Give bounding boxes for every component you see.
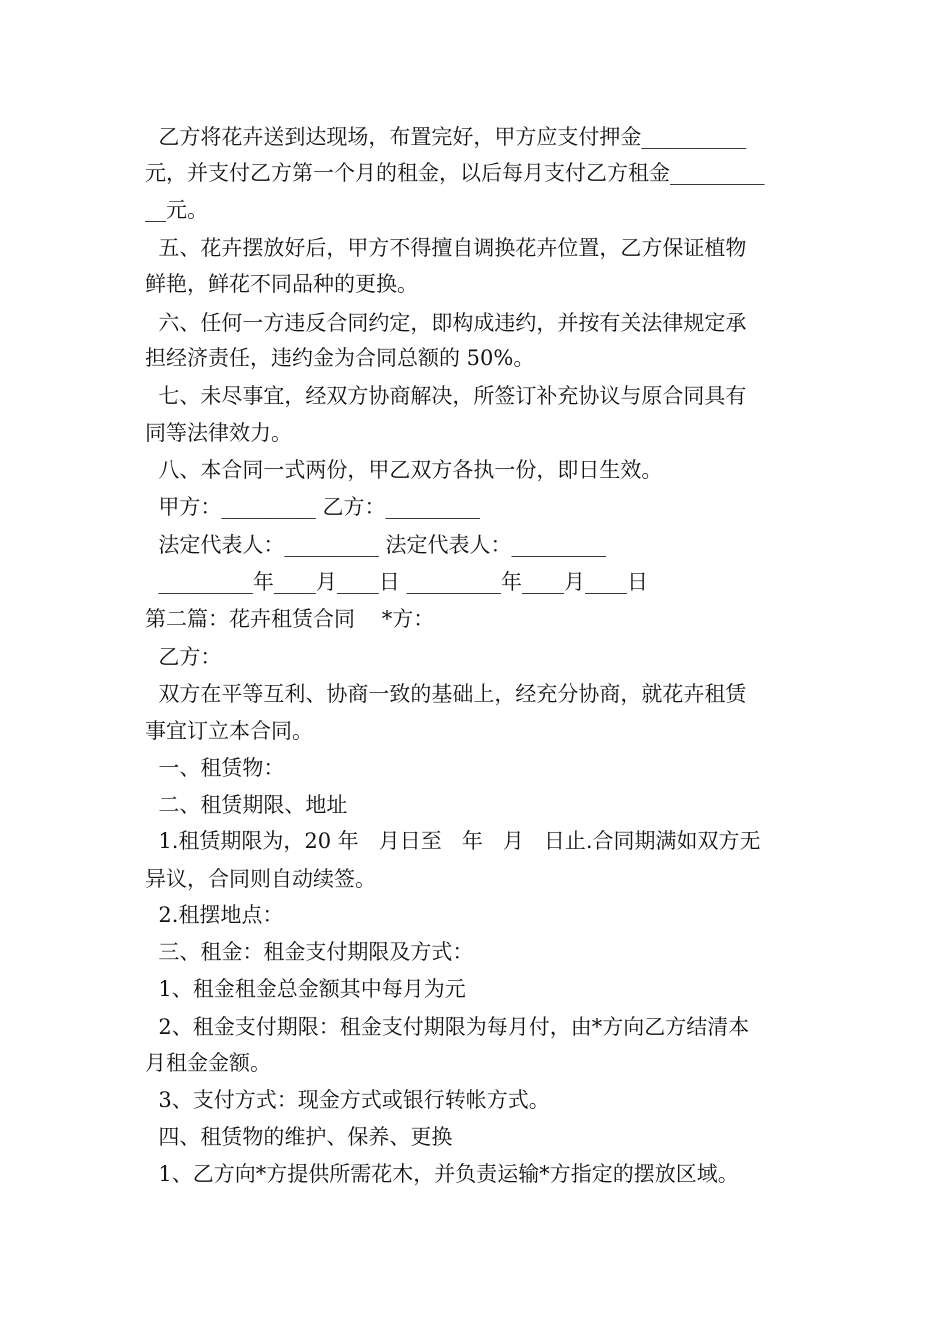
paragraph-line: __元。 — [145, 198, 208, 222]
paragraph-line: 一、租赁物： — [145, 756, 285, 780]
paragraph-line: 六、任何一方违反合同约定，即构成违约，并按有关法律规定承 — [145, 311, 747, 335]
paragraph-line: 鲜艳，鲜花不同品种的更换。 — [145, 272, 418, 296]
paragraph-line: 2、租金支付期限：租金支付期限为每月付，由*方向乙方结清本 — [145, 1015, 750, 1039]
paragraph-line: 五、花卉摆放好后，甲方不得擅自调换花卉位置，乙方保证植物 — [145, 236, 747, 260]
paragraph-line: 3、支付方式：现金方式或银行转帐方式。 — [145, 1088, 550, 1112]
paragraph-line: 1、租金租金总金额其中每月为元 — [145, 977, 466, 1001]
paragraph-line: 四、租赁物的维护、保养、更换 — [145, 1125, 453, 1149]
paragraph-line: 八、本合同一式两份，甲乙双方各执一份，即日生效。 — [145, 458, 663, 482]
signature-parties-line: 甲方：_________ 乙方：_________ — [145, 495, 481, 519]
paragraph-line: 月租金金额。 — [145, 1051, 271, 1075]
paragraph-line: 异议，合同则自动续签。 — [145, 867, 376, 891]
section-heading: 第二篇：花卉租赁合同 *方： — [145, 607, 435, 631]
legal-representative-line: 法定代表人：_________ 法定代表人：_________ — [145, 533, 607, 557]
paragraph-line: 乙方将花卉送到达现场，布置完好，甲方应支付押金__________ — [145, 125, 747, 149]
paragraph-line: 乙方： — [145, 645, 222, 669]
paragraph-line: 同等法律效力。 — [145, 421, 292, 445]
paragraph-line: 二、租赁期限、地址 — [145, 793, 348, 817]
date-line: _________年____月____日 _________年____月____日 — [145, 570, 649, 594]
paragraph-line: 担经济责任，违约金为合同总额的 50%。 — [145, 346, 535, 370]
paragraph-line: 1、乙方向*方提供所需花木，并负责运输*方指定的摆放区域。 — [145, 1162, 739, 1186]
paragraph-line: 七、未尽事宜，经双方协商解决，所签订补充协议与原合同具有 — [145, 384, 747, 408]
paragraph-line: 三、租金：租金支付期限及方式： — [145, 940, 474, 964]
paragraph-line: 事宜订立本合同。 — [145, 719, 313, 743]
paragraph-line: 双方在平等互利、协商一致的基础上，经充分协商，就花卉租赁 — [145, 682, 747, 706]
paragraph-line: 1.租赁期限为，20 年 月日至 年 月 日止.合同期满如双方无 — [145, 829, 761, 853]
paragraph-line: 2.租摆地点： — [145, 903, 284, 927]
paragraph-line: 元，并支付乙方第一个月的租金，以后每月支付乙方租金_________ — [145, 161, 765, 185]
